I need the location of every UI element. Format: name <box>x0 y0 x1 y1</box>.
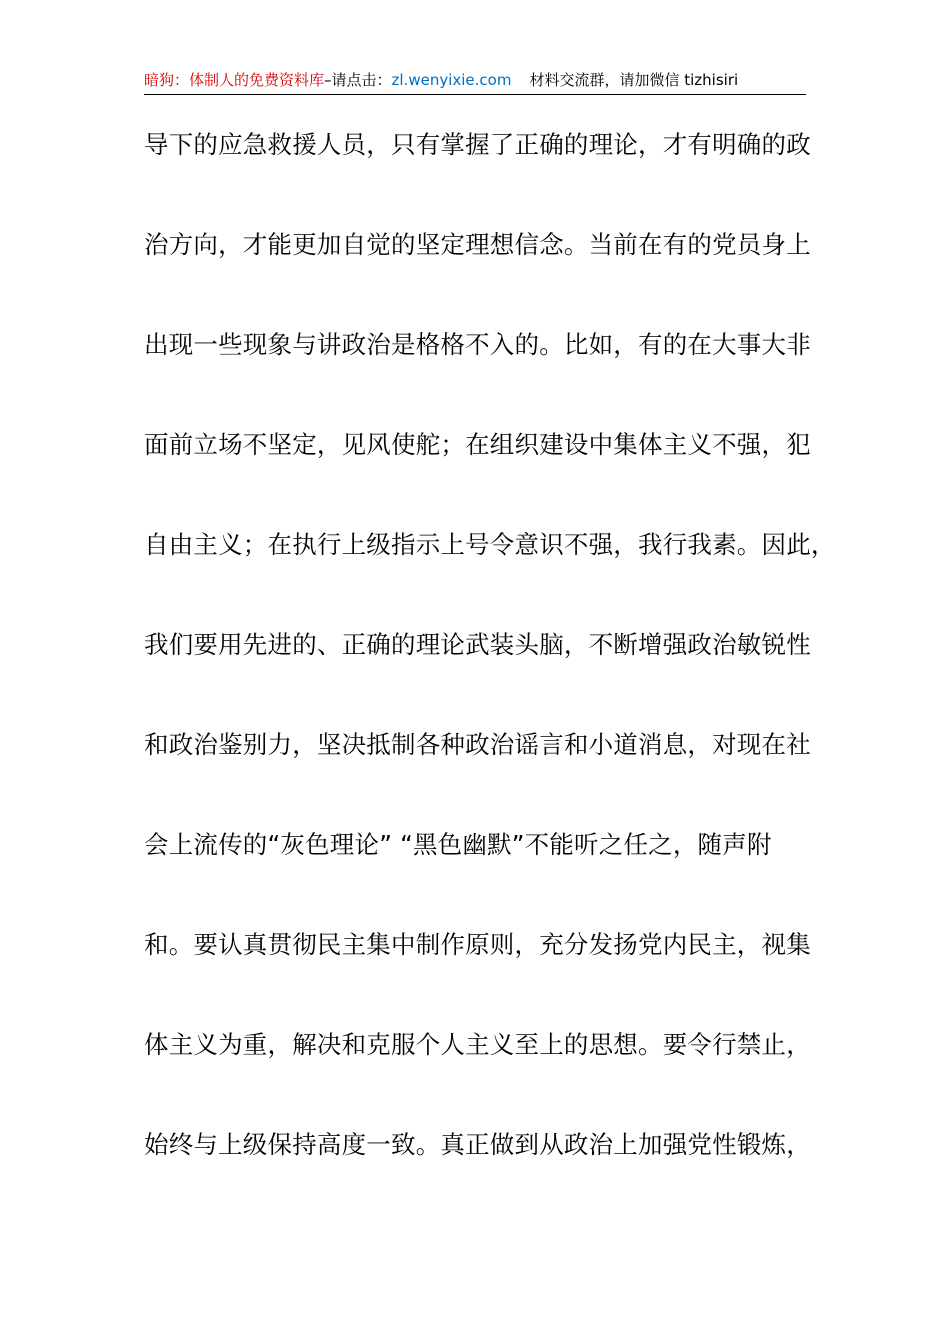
page-header <box>144 68 806 95</box>
body-line: 和。要认真贯彻民主集中制作原则，充分发扬党内民主，视集 <box>144 930 811 959</box>
body-line: 治方向，才能更加自觉的坚定理想信念。当前在有的党员身上 <box>144 230 811 259</box>
body-line: 体主义为重，解决和克服个人主义至上的思想。要令行禁止， <box>144 1030 811 1059</box>
body-line: 自由主义；在执行上级指示上号令意识不强，我行我素。因此， <box>144 530 836 559</box>
body-line: 会上流传的“灰色理论” “黑色幽默”不能听之任之，随声附 <box>144 830 772 859</box>
body-line: 面前立场不坚定，见风使舵；在组织建设中集体主义不强，犯 <box>144 430 811 459</box>
header-brand: 暗狗：体制人的免费资料库 <box>144 71 325 89</box>
body-line: 和政治鉴别力，坚决抵制各种政治谣言和小道消息，对现在社 <box>144 730 811 759</box>
header-prompt: –请点击： <box>324 71 392 89</box>
header-link[interactable]: zl.wenyixie.com <box>391 71 512 89</box>
body-line: 出现一些现象与讲政治是格格不入的。比如，有的在大事大非 <box>144 330 811 359</box>
document-body <box>144 120 836 1220</box>
body-line: 始终与上级保持高度一致。真正做到从政治上加强党性锻炼， <box>144 1130 811 1159</box>
body-line: 导下的应急救援人员，只有掌握了正确的理论，才有明确的政 <box>144 130 811 159</box>
body-line: 我们要用先进的、正确的理论武装头脑，不断增强政治敏锐性 <box>144 630 811 659</box>
header-note: 材料交流群，请加微信 tizhisiri <box>529 71 739 89</box>
